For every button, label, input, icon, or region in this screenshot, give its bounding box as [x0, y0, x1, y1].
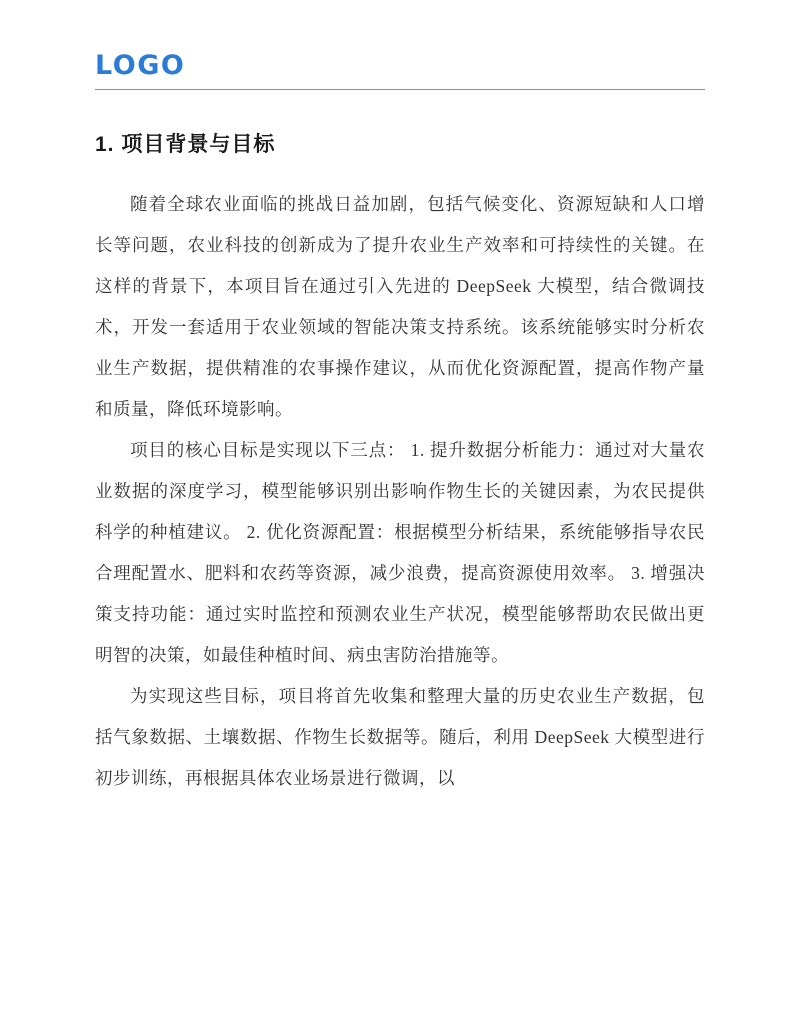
header-divider: [95, 89, 705, 90]
section-heading: 1. 项目背景与目标: [95, 133, 276, 156]
paragraph-implementation: 为实现这些目标，项目将首先收集和整理大量的历史农业生产数据，包括气象数据、土壤数据、作物生长数据等。随后，利用 DeepSeek 大模型进行初步训练，再根据具体农业场景进行微调，以: [95, 686, 705, 788]
paragraph-core-goals: 项目的核心目标是实现以下三点： 1. 提升数据分析能力：通过对大量农业数据的深度学习，模型能够识别出影响作物生长的关键因素，为农民提供科学的种植建议。 2. 优化资源配置：根据模型分析结果，系统能够指导农民合理配置水、肥料和农药等资源，减少浪费，提高资源使用效率。 3. 增强决策支持功能：通过实时监控和预测农业生产状况，模型能够帮助农民做出更明智的决策，如最佳种植时间、病虫害防治措施等。: [95, 440, 705, 665]
logo-text: LOGO: [95, 50, 186, 81]
body-text: [95, 184, 705, 799]
paragraph-background: 随着全球农业面临的挑战日益加剧，包括气候变化、资源短缺和人口增长等问题，农业科技的创新成为了提升农业生产效率和可持续性的关键。在这样的背景下，本项目旨在通过引入先进的 DeepSeek 大模型，结合微调技术，开发一套适用于农业领域的智能决策支持系统。该系统能够实时分析农业生产数据，提供精准的农事操作建议，从而优化资源配置，提高作物产量和质量，降低环境影响。: [95, 194, 705, 419]
